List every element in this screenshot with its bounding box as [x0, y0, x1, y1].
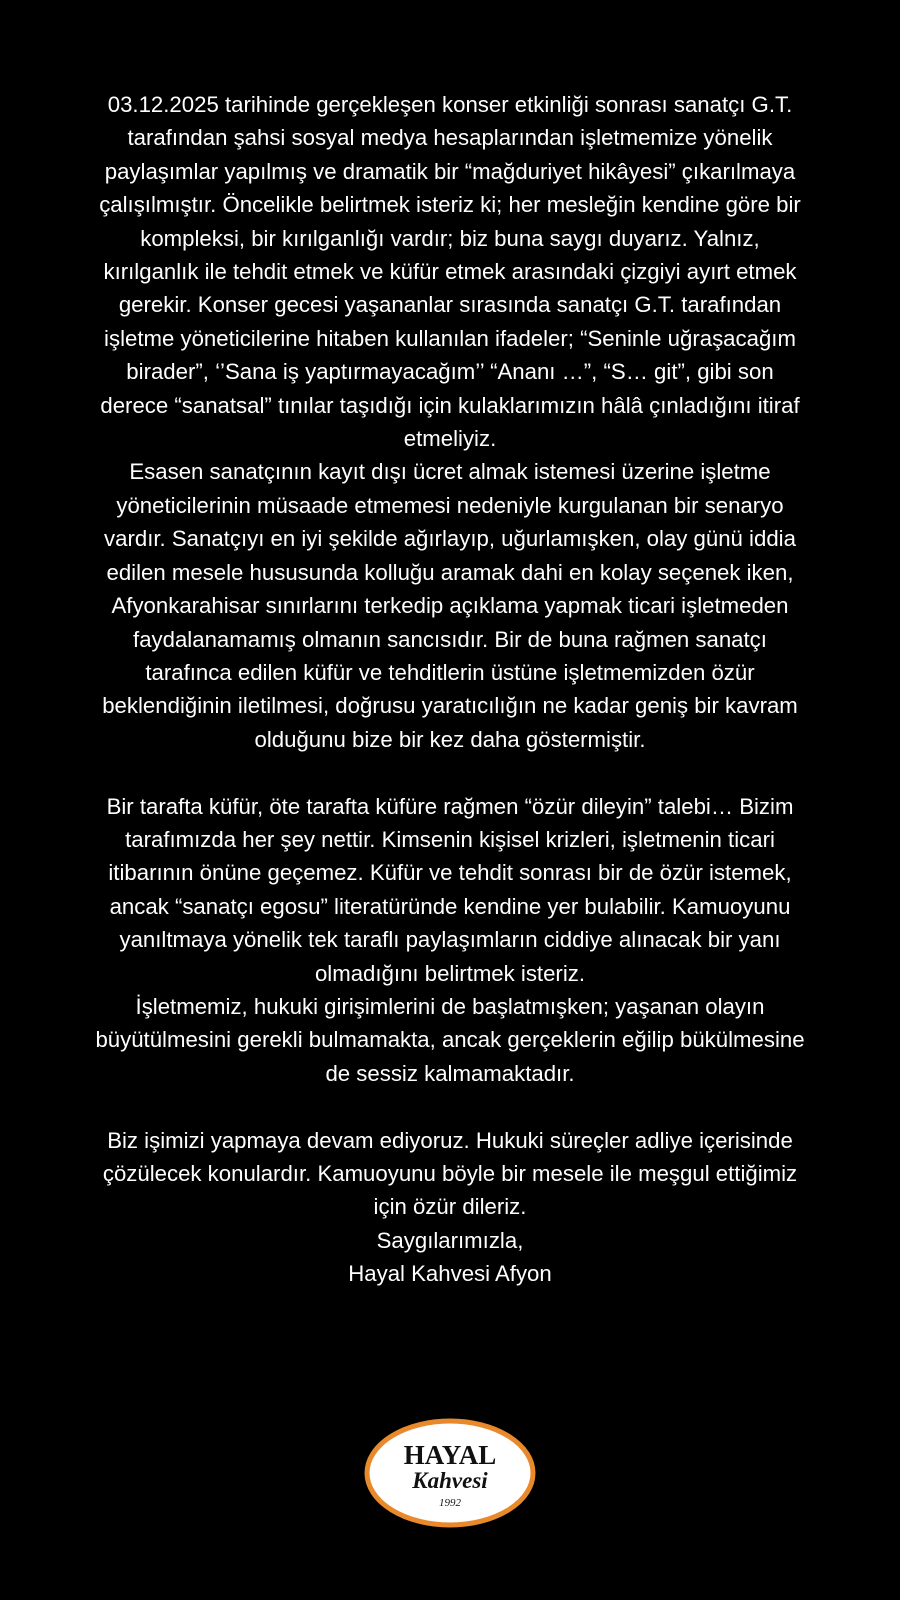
logo-word-kahvesi: Kahvesi — [412, 1468, 488, 1493]
paragraph-2: Esasen sanatçının kayıt dışı ücret almak istemesi üzerine işletme yöneticilerinin müsaade etmemesi nedeniyle kurgulanan bir senaryo vardır. Sanatçıyı en iyi şekilde ağırlayıp, uğurlamışken, olay günü iddia edilen mesele hususunda kolluğu aramak dahi en kolay seçenek iken, Afyonkarahisar sınırlarını terkedip açıklama yapmak ticari işletmeden faydalanamamış olmanın sancısıdır. Bir de buna rağmen sanatçı tarafınca edilen küfür ve tehditlerin üstüne işletmemizden özür beklendiğinin iletilmesi, doğrusu yaratıcılığın ne kadar geniş bir kavram olduğunu bize bir kez daha göstermiştir. — [102, 459, 798, 752]
paragraph-5: Biz işimizi yapmaya devam ediyoruz. Hukuki süreçler adliye içerisinde çözülecek konulardır. Kamuoyunu böyle bir mesele ile meşgul ettiğimiz için özür dileriz. — [102, 1127, 798, 1220]
paragraph-1: 03.12.2025 tarihinde gerçekleşen konser etkinliği sonrası sanatçı G.T. tarafından şahsi sosyal medya hesaplarından işletmemize yönelik paylaşımlar yapılmış ve dramatik bir “mağduriyet hikâyesi” çıkarılmaya çalışılmıştır. Öncelikle belirtmek isteriz ki; her mesleğin kendine göre bir kompleksi, bir kırılganlığı vardır; biz buna saygı duyarız. Yalnız, kırılganlık ile tehdit etmek ve küfür etmek arasındaki çizgiyi ayırt etmek gerekir. Konser gecesi yaşananlar sırasında sanatçı G.T. tarafından işletme yöneticilerine hitaben kullanılan ifadeler; “Seninle uğraşacağım birader”, ‘’Sana iş yaptırmayacağım’’ “Ananı …”, “S… git”, gibi son derece “sanatsal” tınılar taşıdığı için kulaklarımızın hâlâ çınladığını itiraf etmeliyiz. — [99, 92, 801, 452]
logo-word-hayal: HAYAL — [403, 1440, 497, 1470]
paragraph-spacer — [90, 756, 810, 789]
logo-year: 1992 — [439, 1497, 461, 1509]
statement-text — [90, 88, 810, 1291]
brand-logo-emblem — [364, 1418, 536, 1528]
paragraph-3: Bir tarafta küfür, öte tarafta küfüre rağmen “özür dileyin” talebi… Bizim tarafımızda her şey nettir. Kimsenin kişisel krizleri, işletmenin ticari itibarının önüne geçemez. Küfür ve tehdit sonrası bir de özür istemek, ancak “sanatçı egosu” literatüründe kendine yer bulabilir. Kamuoyunu yanıltmaya yönelik tek taraflı paylaşımların ciddiye alınacak bir yanı olmadığını belirtmek isteriz. — [106, 793, 794, 986]
brand-logo — [364, 1418, 536, 1528]
closing-line: Saygılarımızla, — [376, 1227, 524, 1253]
paragraph-spacer — [90, 1090, 810, 1123]
signature-line: Hayal Kahvesi Afyon — [348, 1261, 552, 1287]
paragraph-4: İşletmemiz, hukuki girişimlerini de başlatmışken; yaşanan olayın büyütülmesini gerekli bulmamakta, ancak gerçeklerin eğilip bükülmesine de sessiz kalmamaktadır. — [95, 993, 805, 1086]
